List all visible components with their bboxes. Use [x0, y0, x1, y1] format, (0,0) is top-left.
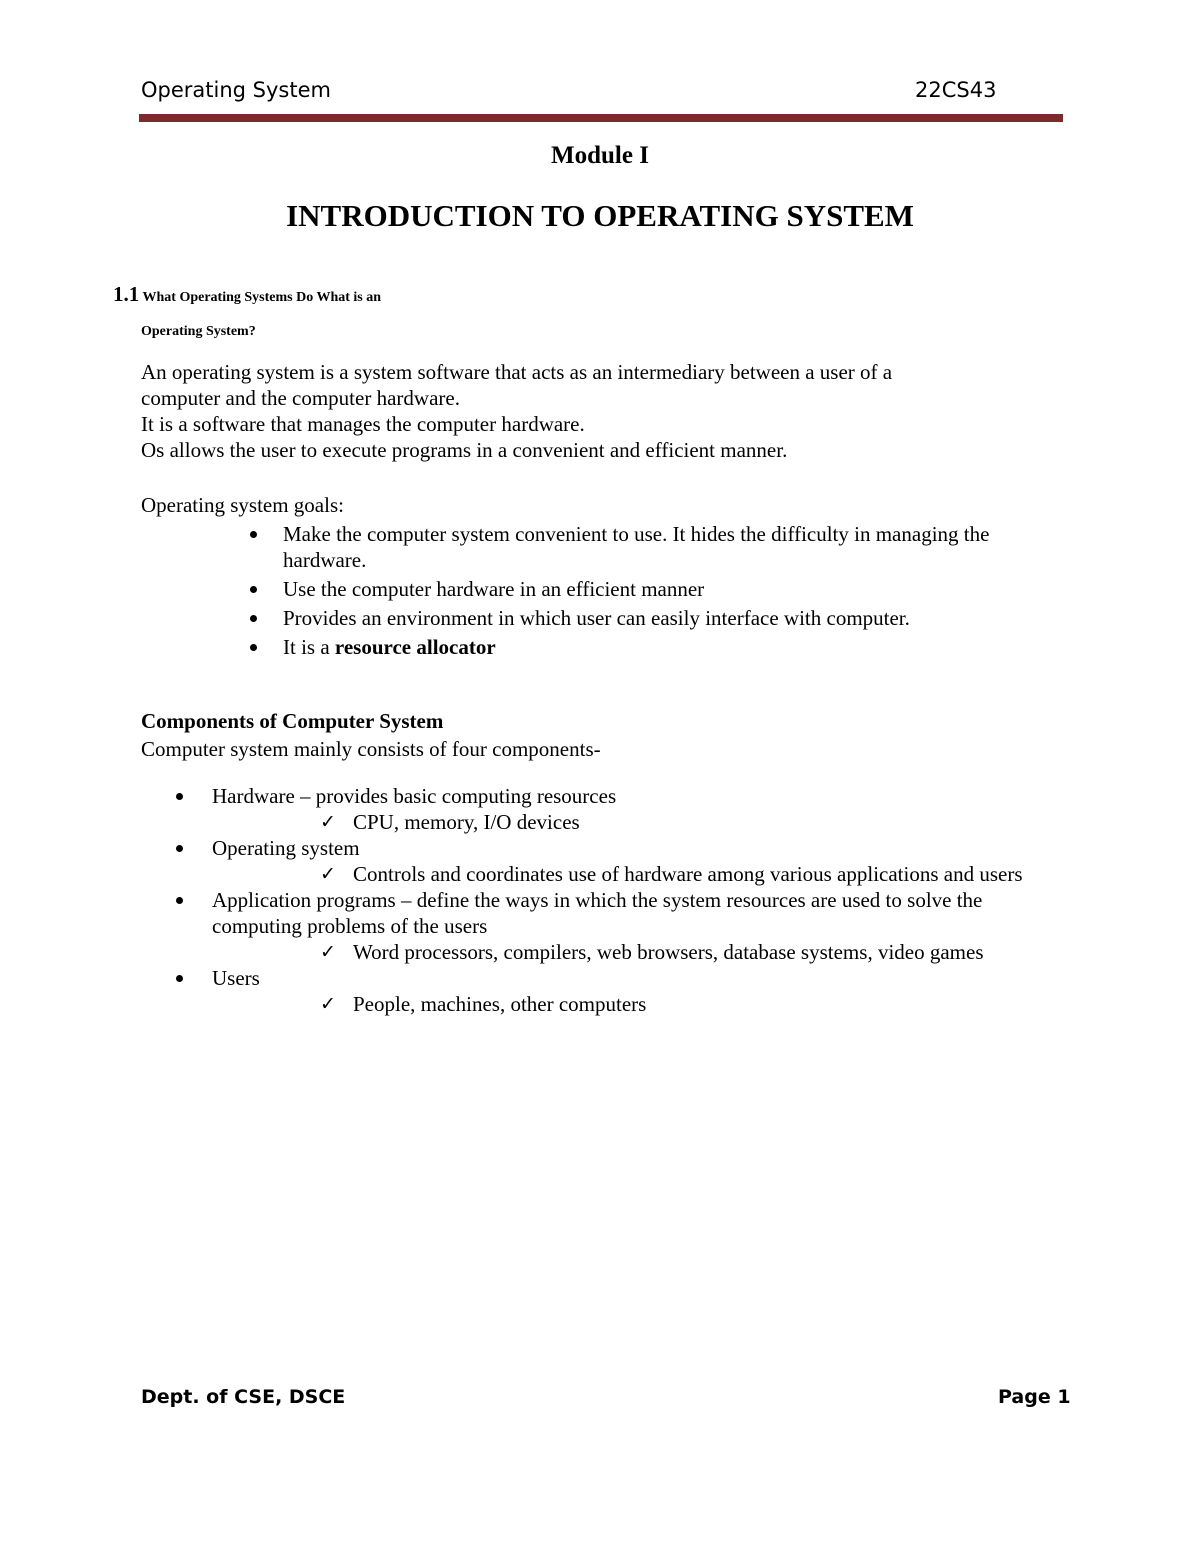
section-heading-continued: Operating System?	[141, 324, 256, 339]
goal-text: Provides an environment in which user can easily interface with computer.	[283, 606, 910, 630]
list-item	[212, 965, 1054, 1017]
bullet-icon	[250, 586, 257, 593]
component-example-text: Controls and coordinates use of hardware among various applications and users	[353, 862, 1023, 886]
list-item	[283, 576, 1053, 602]
bullet-icon	[250, 531, 257, 538]
component-label: Application programs – define the ways in which the system resources are used to solve the computing problems of the users	[212, 888, 983, 938]
intro-line: computer and the computer hardware.	[141, 386, 460, 410]
header-rule	[139, 114, 1063, 122]
components-list	[212, 783, 1054, 1017]
list-item	[212, 887, 1054, 965]
footer-page-number: Page 1	[998, 1386, 1071, 1408]
bullet-icon	[250, 644, 257, 651]
component-label: Users	[212, 966, 260, 990]
component-label: Hardware – provides basic computing resources	[212, 784, 617, 808]
intro-line: It is a software that manages the computer hardware.	[141, 412, 585, 436]
section-heading-text: What Operating Systems Do What is an	[142, 290, 382, 305]
bullet-icon	[250, 615, 257, 622]
intro-line: An operating system is a system software that acts as an intermediary between a user of a	[141, 360, 893, 384]
check-icon: ✓	[320, 811, 336, 833]
list-item	[283, 521, 1053, 573]
goal-bold-text: resource allocator	[334, 635, 496, 659]
goal-text: It is a	[283, 635, 335, 659]
bullet-icon	[176, 845, 183, 852]
check-icon: ✓	[320, 993, 336, 1015]
header-subject: Operating System	[141, 78, 331, 102]
section-number: 1.1	[113, 282, 140, 306]
page-title: INTRODUCTION TO OPERATING SYSTEM	[286, 198, 914, 233]
module-label: Module I	[551, 142, 649, 169]
component-example-text: Word processors, compilers, web browsers, database systems, video games	[353, 940, 984, 964]
list-item	[212, 835, 1054, 887]
component-example	[320, 939, 1054, 965]
component-example	[320, 991, 1054, 1017]
goals-list	[283, 521, 1053, 663]
bullet-icon	[176, 897, 183, 904]
footer-department: Dept. of CSE, DSCE	[141, 1386, 346, 1408]
list-item	[283, 634, 1053, 660]
list-item	[212, 783, 1054, 835]
bullet-icon	[176, 793, 183, 800]
intro-line: Os allows the user to execute programs in a convenient and efficient manner.	[141, 438, 788, 462]
component-example	[320, 809, 1054, 835]
bullet-icon	[176, 975, 183, 982]
list-item	[283, 605, 1053, 631]
goal-text: Make the computer system convenient to use. It hides the difficulty in managing the hardware.	[283, 522, 990, 572]
intro-paragraph	[141, 359, 1055, 463]
component-example-text: People, machines, other computers	[353, 992, 647, 1016]
components-heading: Components of Computer System	[141, 709, 444, 733]
check-icon: ✓	[320, 941, 336, 963]
header-course-code: 22CS43	[915, 78, 997, 102]
component-example-text: CPU, memory, I/O devices	[353, 810, 580, 834]
goals-heading: Operating system goals:	[141, 493, 344, 517]
component-example	[320, 861, 1054, 887]
component-label: Operating system	[212, 836, 360, 860]
check-icon: ✓	[320, 863, 336, 885]
components-intro: Computer system mainly consists of four components-	[141, 737, 601, 761]
section-heading	[113, 282, 381, 307]
goal-text: Use the computer hardware in an efficient manner	[283, 577, 705, 601]
